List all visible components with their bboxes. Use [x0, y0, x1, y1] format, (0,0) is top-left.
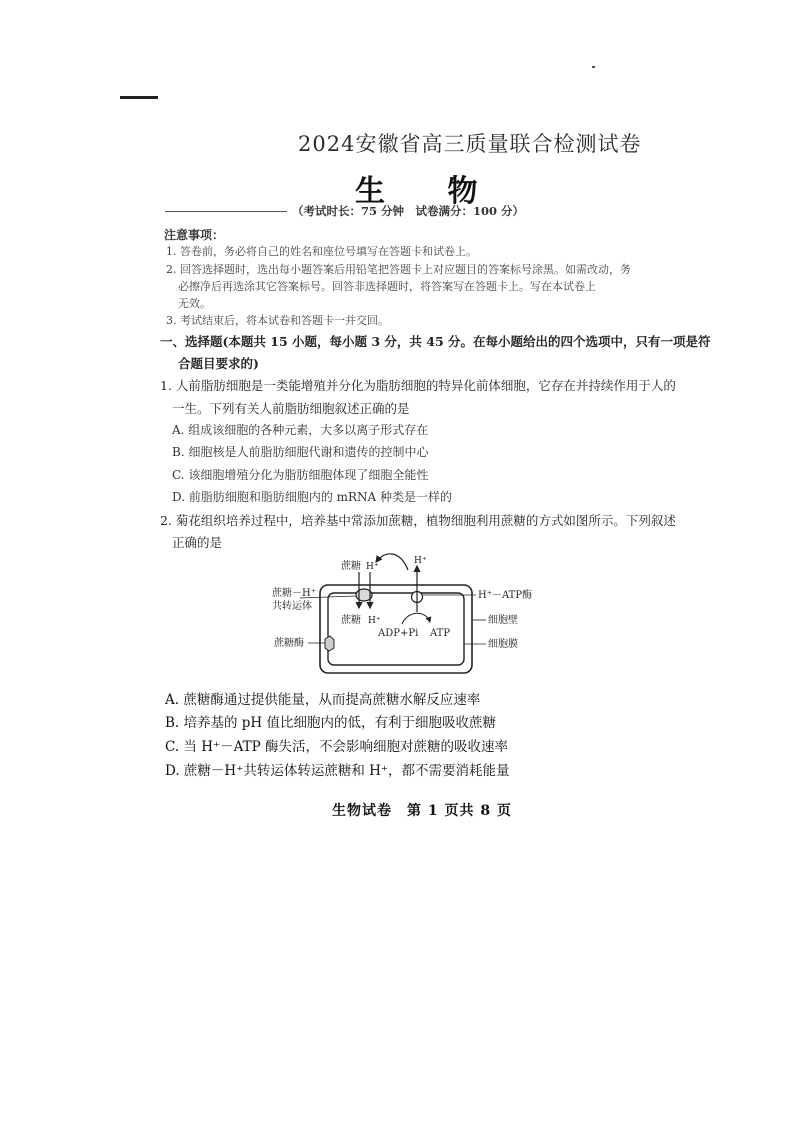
note-item: 必擦净后再选涂其它答案标号。回答非选择题时，将答案写在答题卡上。写在本试卷上 — [178, 280, 596, 293]
question-1-option-b: B. 细胞核是人前脂肪细胞代谢和遗传的控制中心 — [172, 445, 429, 459]
exam-title: 2024安徽省高三质量联合检测试卷 — [298, 132, 642, 156]
question-1-option-d: D. 前脂肪细胞和脂肪细胞内的 mRNA 种类是一样的 — [172, 490, 453, 504]
adp-atp-arrow — [402, 613, 430, 624]
header-divider — [165, 211, 287, 212]
scan-speck — [592, 66, 595, 68]
question-2-stem-cont: 正确的是 — [172, 535, 223, 550]
label-cotransporter-2: 共转运体 — [272, 601, 312, 612]
label-sucrose-top: 蔗糖 — [341, 561, 361, 572]
question-1-option-c: C. 该细胞增殖分化为脂肪细胞体现了细胞全能性 — [172, 468, 429, 482]
label-wall: 细胞壁 — [488, 615, 518, 626]
page-footer: 生物试卷 第 1 页共 8 页 — [332, 803, 512, 819]
note-item: 无效。 — [178, 297, 211, 310]
subject-title: 生 物 — [355, 174, 504, 209]
label-atpase: H⁺－ATP酶 — [478, 590, 533, 601]
question-1-option-a: A. 组成该细胞的各种元素，大多以离子形式存在 — [172, 423, 429, 437]
label-h-top1: H⁺ — [366, 562, 379, 572]
question-2-stem: 2. 菊花组织培养过程中，培养基中常添加蔗糖，植物细胞利用蔗糖的方式如图所示。下列叙述 — [160, 513, 676, 528]
corner-rule — [120, 96, 158, 99]
h-cycle-arrow — [376, 554, 408, 570]
cell-transport-diagram — [250, 548, 550, 678]
question-2-option-b: B. 培养基的 pH 值比细胞内的低，有利于细胞吸收蔗糖 — [165, 715, 496, 731]
notes-title: 注意事项： — [164, 228, 225, 242]
exam-info: （考试时长：75 分钟 试卷满分：100 分） — [292, 204, 525, 218]
section-heading: 一、选择题(本题共 15 小题，每小题 3 分，共 45 分。在每小题给出的四个选项中，只有一项是符 — [160, 334, 711, 349]
label-cotransporter-1: 蔗糖－H⁺ — [272, 588, 316, 599]
question-2-option-d: D. 蔗糖－H⁺共转运体转运蔗糖和 H⁺，都不需要消耗能量 — [165, 763, 510, 779]
section-heading-cont: 合题目要求的) — [178, 356, 259, 371]
label-sucrose-inner: 蔗糖 — [341, 615, 361, 626]
question-2-option-a: A. 蔗糖酶通过提供能量，从而提高蔗糖水解反应速率 — [165, 692, 481, 708]
note-item: 1. 答卷前，务必将自己的姓名和座位号填写在答题卡和试卷上。 — [166, 245, 477, 258]
label-adp: ADP+Pi — [378, 628, 419, 639]
note-item: 2. 回答选择题时，选出每小题答案后用铅笔把答题卡上对应题目的答案标号涂黑。如需改动，务 — [166, 263, 631, 276]
label-sucrase: 蔗糖酶 — [274, 638, 304, 649]
sucrase-enzyme — [325, 636, 334, 651]
label-h-top2: H⁺ — [414, 556, 427, 566]
question-1-stem-cont: 一生。下列有关人前脂肪细胞叙述正确的是 — [172, 401, 410, 416]
label-membrane: 细胞膜 — [488, 639, 518, 650]
label-h-inner: H⁺ — [368, 616, 381, 626]
label-atp: ATP — [430, 628, 451, 639]
question-2-option-c: C. 当 H⁺－ATP 酶失活，不会影响细胞对蔗糖的吸收速率 — [165, 739, 509, 755]
note-item: 3. 考试结束后，将本试卷和答题卡一并交回。 — [166, 314, 389, 327]
question-1-stem: 1. 人前脂肪细胞是一类能增殖并分化为脂肪细胞的特异化前体细胞，它存在并持续作用于人的 — [160, 378, 676, 393]
